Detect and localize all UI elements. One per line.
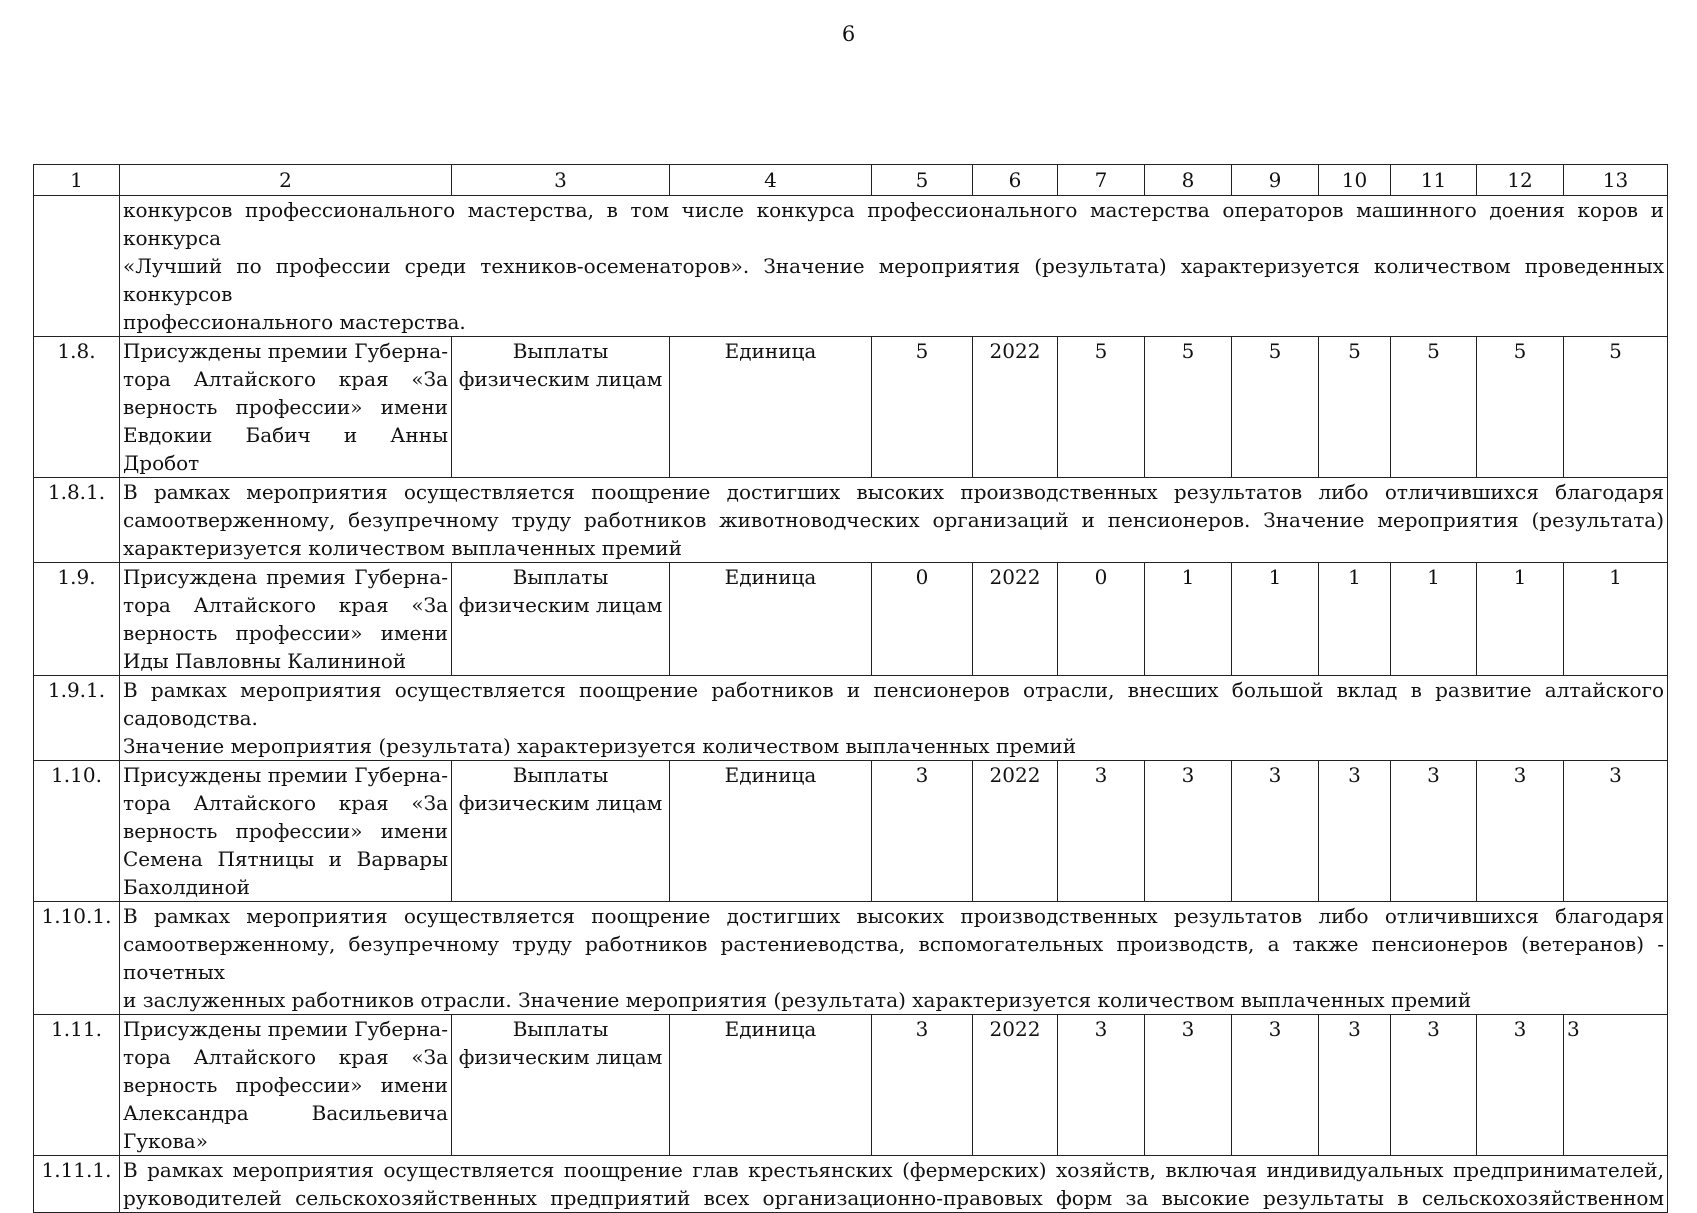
name-line: Бахолдиной	[123, 875, 250, 899]
description-line: В рамках мероприятия осуществляется поощрение достигших высоких производственных результатов либо отличившихся благодаря	[123, 904, 1664, 928]
year-value: 1	[1564, 563, 1668, 676]
base-year: 2022	[973, 761, 1058, 902]
header-cell: 7	[1058, 165, 1145, 196]
measure-type	[452, 563, 670, 676]
measure-type	[452, 761, 670, 902]
description-line: самоотверженному, безупречному труду работников животноводческих организаций и пенсионеров. Значение мероприятия (результата)	[123, 508, 1664, 532]
name-line: Александра Васильевича	[123, 1101, 448, 1125]
year-value: 5	[1564, 337, 1668, 478]
year-value: 3	[1145, 761, 1232, 902]
name-line: Присуждена премия Губерна-	[123, 565, 448, 589]
measure-name	[120, 337, 452, 478]
year-value: 5	[1145, 337, 1232, 478]
description-line: и заслуженных работников отрасли. Значение мероприятия (результата) характеризуется количеством выплаченных премий	[123, 988, 1472, 1012]
unit-cell: Единица	[670, 337, 872, 478]
description-row	[34, 902, 1668, 1015]
row-number: 1.9.	[34, 563, 120, 676]
year-value: 1	[1319, 563, 1391, 676]
year-value: 3	[1477, 1015, 1564, 1156]
row-number: 1.10.1.	[34, 902, 120, 1015]
name-line: Присуждены премии Губерна-	[123, 1017, 448, 1041]
row-number	[34, 196, 120, 337]
measure-row	[34, 761, 1668, 902]
measure-name	[120, 1015, 452, 1156]
year-value: 3	[1058, 1015, 1145, 1156]
name-line: Евдокии Бабич и Анны Дробот	[123, 423, 448, 475]
name-line: Гукова»	[123, 1129, 208, 1153]
year-value: 3	[1058, 761, 1145, 902]
header-row	[34, 165, 1668, 196]
year-value: 3	[1477, 761, 1564, 902]
type-line: Выплаты	[512, 1017, 609, 1041]
description-line: самоотверженному, безупречному труду работников растениеводства, вспомогательных производств, а также пенсионеров (ветеранов) - почетных	[123, 932, 1664, 984]
year-value: 1	[1391, 563, 1477, 676]
measure-type	[452, 337, 670, 478]
name-line: тора Алтайского края «За	[123, 367, 448, 391]
type-line: Выплаты	[512, 565, 609, 589]
year-value: 3	[1391, 1015, 1477, 1156]
row-number: 1.9.1.	[34, 676, 120, 761]
year-value: 5	[1391, 337, 1477, 478]
year-value: 3	[1564, 761, 1668, 902]
page-number: 6	[841, 22, 856, 46]
description-line: «Лучший по профессии среди техников-осеменаторов». Значение мероприятия (результата) характеризуется количеством проведенных конкурсов	[123, 254, 1664, 306]
base-value: 5	[872, 337, 973, 478]
year-value: 1	[1477, 563, 1564, 676]
name-line: верность профессии» имени	[123, 395, 448, 419]
year-value: 3	[1319, 1015, 1391, 1156]
measure-row	[34, 563, 1668, 676]
header-cell: 13	[1564, 165, 1668, 196]
unit-cell: Единица	[670, 563, 872, 676]
measures-table	[33, 164, 1668, 1213]
name-line: Иды Павловны Калининой	[123, 649, 407, 673]
description-row	[34, 1156, 1668, 1213]
base-value: 0	[872, 563, 973, 676]
measure-type	[452, 1015, 670, 1156]
header-cell: 5	[872, 165, 973, 196]
header-cell: 6	[973, 165, 1058, 196]
year-value: 1	[1232, 563, 1319, 676]
name-line: верность профессии» имени	[123, 1073, 448, 1097]
base-year: 2022	[973, 1015, 1058, 1156]
year-value: 3	[1564, 1015, 1668, 1156]
name-line: Присуждены премии Губерна-	[123, 339, 448, 363]
measure-name	[120, 761, 452, 902]
year-value: 5	[1232, 337, 1319, 478]
name-line: тора Алтайского края «За	[123, 593, 448, 617]
year-value: 5	[1319, 337, 1391, 478]
name-line: верность профессии» имени	[123, 621, 448, 645]
base-value: 3	[872, 1015, 973, 1156]
header-cell: 3	[452, 165, 670, 196]
description-row	[34, 478, 1668, 563]
header-cell: 4	[670, 165, 872, 196]
name-line: Присуждены премии Губерна-	[123, 763, 448, 787]
measure-row	[34, 1015, 1668, 1156]
header-cell: 8	[1145, 165, 1232, 196]
year-value: 0	[1058, 563, 1145, 676]
type-line: Выплаты	[512, 339, 609, 363]
description-cell	[120, 478, 1668, 563]
name-line: Семена Пятницы и Варвары	[123, 847, 448, 871]
header-cell: 11	[1391, 165, 1477, 196]
row-number: 1.10.	[34, 761, 120, 902]
year-value: 5	[1058, 337, 1145, 478]
description-line: руководителей сельскохозяйственных предприятий всех организационно-правовых форм за высокие результаты в сельскохозяйственном	[123, 1186, 1664, 1210]
unit-cell: Единица	[670, 1015, 872, 1156]
row-number: 1.11.	[34, 1015, 120, 1156]
description-line: В рамках мероприятия осуществляется поощрение работников и пенсионеров отрасли, внесших большой вклад в развитие алтайского садоводства.	[123, 678, 1664, 730]
header-cell: 12	[1477, 165, 1564, 196]
type-line: физическим лицам	[458, 367, 663, 391]
description-cell	[120, 196, 1668, 337]
year-value: 3	[1319, 761, 1391, 902]
base-year: 2022	[973, 563, 1058, 676]
description-cell	[120, 902, 1668, 1015]
row-number: 1.8.	[34, 337, 120, 478]
type-line: физическим лицам	[458, 593, 663, 617]
year-value: 3	[1145, 1015, 1232, 1156]
year-value: 3	[1391, 761, 1477, 902]
description-cell	[120, 1156, 1668, 1213]
year-value: 5	[1477, 337, 1564, 478]
unit-cell: Единица	[670, 761, 872, 902]
description-cell	[120, 676, 1668, 761]
description-line: конкурсов профессионального мастерства, в том числе конкурса профессионального мастерства операторов машинного доения коров и конкурса	[123, 198, 1664, 250]
base-year: 2022	[973, 337, 1058, 478]
header-cell: 10	[1319, 165, 1391, 196]
name-line: тора Алтайского края «За	[123, 1045, 448, 1069]
row-number: 1.11.1.	[34, 1156, 120, 1213]
measure-name	[120, 563, 452, 676]
header-cell: 2	[120, 165, 452, 196]
name-line: верность профессии» имени	[123, 819, 448, 843]
continuation-row	[34, 196, 1668, 337]
description-line: профессионального мастерства.	[123, 310, 466, 334]
header-cell: 9	[1232, 165, 1319, 196]
description-line: характеризуется количеством выплаченных премий	[123, 536, 682, 560]
year-value: 3	[1232, 1015, 1319, 1156]
row-number: 1.8.1.	[34, 478, 120, 563]
type-line: Выплаты	[512, 763, 609, 787]
name-line: тора Алтайского края «За	[123, 791, 448, 815]
measure-row	[34, 337, 1668, 478]
type-line: физическим лицам	[458, 791, 663, 815]
type-line: физическим лицам	[458, 1045, 663, 1069]
year-value: 1	[1145, 563, 1232, 676]
description-line: Значение мероприятия (результата) характеризуется количеством выплаченных премий	[123, 734, 1077, 758]
description-line: В рамках мероприятия осуществляется поощрение глав крестьянских (фермерских) хозяйств, включая индивидуальных предпринимателей,	[123, 1158, 1664, 1182]
base-value: 3	[872, 761, 973, 902]
description-row	[34, 676, 1668, 761]
description-line: В рамках мероприятия осуществляется поощрение достигших высоких производственных результатов либо отличившихся благодаря	[123, 480, 1664, 504]
header-cell: 1	[34, 165, 120, 196]
year-value: 3	[1232, 761, 1319, 902]
